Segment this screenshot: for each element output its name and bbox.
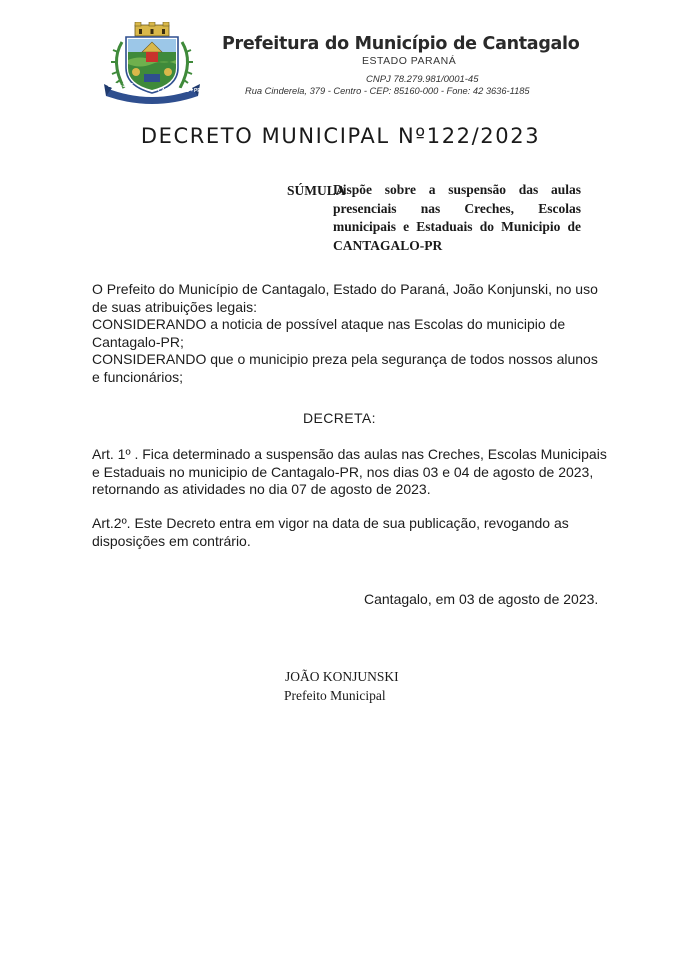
article-1-line: retornando as atividades no dia 07 de agosto de 2023. bbox=[92, 481, 431, 497]
article-2-line: Art.2º. Este Decreto entra em vigor na data de sua publicação, revogando as bbox=[92, 515, 569, 531]
organization-address: Rua Cinderela, 379 - Centro - CEP: 85160-000 - Fone: 42 3636-1185 bbox=[245, 86, 530, 96]
article-1-line: e Estaduais no municipio de Cantagalo-PR, nos dias 03 e 04 de agosto de 2023, bbox=[92, 463, 594, 480]
preamble bbox=[92, 281, 598, 386]
preamble-line: Cantagalo-PR; bbox=[92, 333, 184, 350]
organization-name: Prefeitura do Município de Cantagalo bbox=[222, 34, 580, 54]
article-2 bbox=[92, 515, 592, 550]
organization-cnpj: CNPJ 78.279.981/0001-45 bbox=[366, 74, 479, 85]
signer-role: Prefeito Municipal bbox=[284, 688, 386, 703]
place-and-date: Cantagalo, em 03 de agosto de 2023. bbox=[364, 591, 599, 607]
document-title: DECRETO MUNICIPAL Nº122/2023 bbox=[140, 124, 541, 148]
sumula-label: SÚMULA bbox=[287, 183, 346, 198]
article-1 bbox=[92, 446, 607, 499]
organization-state: ESTADO PARANÁ bbox=[362, 55, 457, 67]
letterhead bbox=[0, 0, 679, 110]
crest-ribbon-city: CANTAGALO - PR bbox=[158, 88, 201, 94]
article-2-line: disposições em contrário. bbox=[92, 532, 251, 549]
article-1-line: Art. 1º . Fica determinado a suspensão das aulas nas Creches, Escolas Municipais bbox=[92, 446, 607, 462]
preamble-line: O Prefeito do Município de Cantagalo, Estado do Paraná, João Konjunski, no uso bbox=[92, 281, 598, 297]
preamble-line: de suas atribuições legais: bbox=[92, 298, 257, 315]
decreta-heading: DECRETA: bbox=[303, 410, 376, 426]
crest-ribbon-date: 18-10-1995 bbox=[108, 83, 134, 89]
preamble-line: CONSIDERANDO a noticia de possível ataque nas Escolas do municipio de bbox=[92, 316, 566, 332]
signer-name: JOÃO KONJUNSKI bbox=[285, 669, 399, 684]
preamble-line: CONSIDERANDO que o municipio preza pela segurança de todos nossos alunos bbox=[92, 351, 598, 367]
sumula-text: Dispõe sobre a suspensão das aulas presenciais nas Creches, Escolas municipais e Estaduais do Municipio de CANTAGALO-PR bbox=[333, 182, 581, 253]
preamble-line: e funcionários; bbox=[92, 368, 184, 385]
